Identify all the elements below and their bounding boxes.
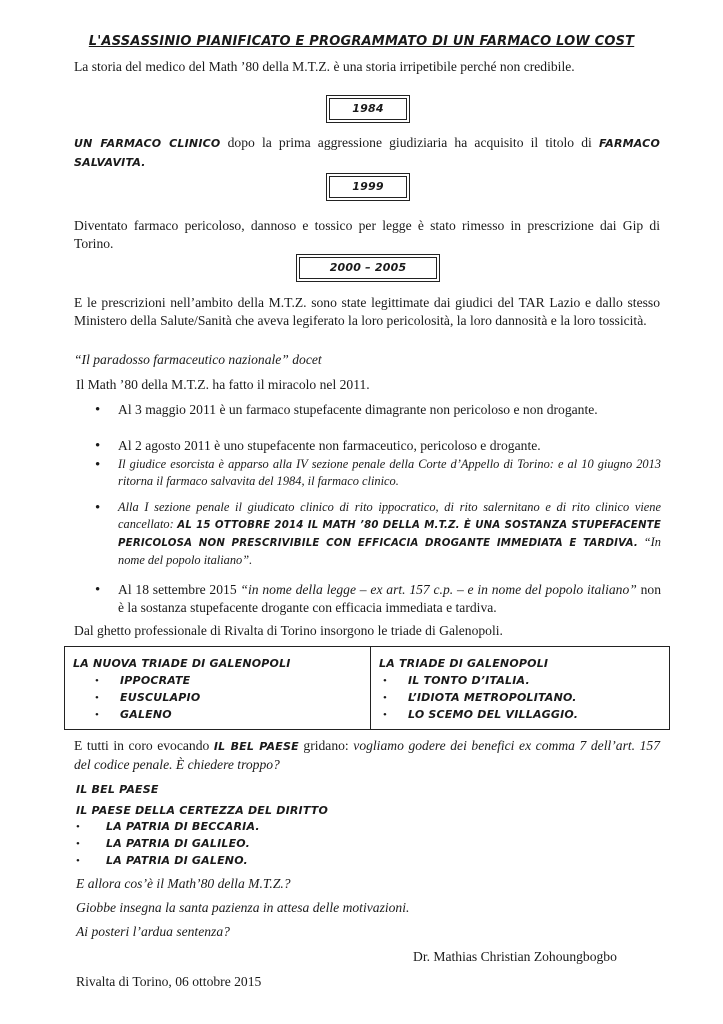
bold-phrase: UN FARMACO CLINICO: [74, 137, 221, 150]
triad-table: [64, 646, 670, 730]
triad-right-column: [371, 647, 669, 729]
bullet-item: Al 3 maggio 2011 è un farmaco stupefacente dimagrante non pericoloso e non drogante.: [118, 402, 598, 417]
paragraph-text: vogliamo godere dei benefici ex comma 7 dell’art. 157 del codice penale. È chiedere troppo?: [74, 738, 661, 772]
triad-heading: LA TRIADE DI GALENOPOLI: [379, 657, 549, 670]
question-line: Giobbe insegna la santa pazienza in attesa delle motivazioni.: [76, 900, 410, 915]
document-title: L'ASSASSINIO PIANIFICATO E PROGRAMMATO DI UN FARMACO LOW COST: [88, 34, 635, 49]
paragraph-text: gridano:: [298, 738, 354, 753]
miracle-sentence: Il Math ’80 della M.T.Z. ha fatto il miracolo nel 2011.: [76, 377, 370, 392]
triad-item: IL TONTO D’ITALIA.: [408, 674, 530, 687]
ghetto-sentence: Dal ghetto professionale di Rivalta di Torino insorgono le triade di Galenopoli.: [74, 623, 503, 638]
bold-phrase: IL BEL PAESE: [213, 740, 299, 753]
year-box-2000-2005: [296, 254, 440, 282]
bullet-icon: •: [76, 821, 80, 833]
intro-paragraph: La storia del medico del Math ’80 della M.T.Z. è una storia irripetibile perché non credibile.: [74, 59, 575, 74]
bullet-icon: •: [383, 675, 387, 687]
bullet-icon: •: [95, 500, 101, 516]
bullet-icon: •: [76, 855, 80, 867]
bullet-icon: •: [95, 438, 101, 454]
bullet-text: non è la sostanza stupefacente drogante con efficacia immediata e tardiva.: [118, 582, 662, 615]
paragraph-text: dopo la prima aggressione giudiziaria ha acquisito il titolo di: [220, 135, 599, 150]
bullet-icon: •: [95, 692, 99, 704]
paradox-quote: “Il paradosso farmaceutico nazionale” docet: [74, 352, 322, 367]
year-label: 1984: [329, 98, 407, 120]
bel-paese-heading: IL BEL PAESE: [76, 783, 159, 796]
place-date: Rivalta di Torino, 06 ottobre 2015: [76, 974, 262, 989]
triad-item: IPPOCRATE: [120, 674, 191, 687]
bullet-item: [118, 499, 661, 569]
patria-item: LA PATRIA DI GALENO.: [106, 854, 248, 867]
bullet-text: Al 18 settembre 2015: [118, 582, 241, 597]
patria-item: LA PATRIA DI BECCARIA.: [106, 820, 260, 833]
certezza-heading: IL PAESE DELLA CERTEZZA DEL DIRITTO: [76, 804, 329, 817]
bold-phrase: AL 15 OTTOBRE 2014 IL MATH ’80 DELLA M.T.Z. È UNA SOSTANZA STUPEFACENTE PERICOLOSA NON PRESCRIVIBILE CON EFFICACIA DROGANTE IMMEDIATA E TARDIVA.: [118, 520, 661, 549]
triad-left-column: [65, 647, 371, 729]
year-box-1984: [326, 95, 410, 123]
bullet-icon: •: [95, 675, 99, 687]
triad-item: GALENO: [120, 708, 172, 721]
patria-item: LA PATRIA DI GALILEO.: [106, 837, 250, 850]
triad-item: EUSCULAPIO: [120, 691, 201, 704]
signature: Dr. Mathias Christian Zohoungbogbo: [413, 949, 617, 964]
question-line: Ai posteri l’ardua sentenza?: [76, 924, 230, 939]
bullet-item: Il giudice esorcista è apparso alla IV sezione penale della Corte d’Appello di Torino: e al 10 giugno 2013 ritorna il farmaco salvavita del 1984, il farmaco clinico.: [118, 457, 661, 488]
triad-item: L’IDIOTA METROPOLITANO.: [408, 691, 577, 704]
bullet-text: “In nome del popolo italiano”.: [118, 535, 662, 567]
tar-paragraph: E le prescrizioni nell’ambito della M.T.Z. sono state legittimate dai giudici del TAR Lazio e dallo stesso Ministero della Salute/Sanità che aveva legiferato la loro pericolosità, la loro dannosità e la loro tossicità.: [74, 295, 660, 328]
triad-item: LO SCEMO DEL VILLAGGIO.: [408, 708, 579, 721]
bullet-icon: •: [383, 709, 387, 721]
year-label: 2000 – 2005: [299, 257, 437, 279]
year-box-1999: [326, 173, 410, 201]
bullet-icon: •: [383, 692, 387, 704]
bullet-text: Alla I sezione penale il giudicato clinico di rito ippocratico, di rito salernitano e di rito clinico viene cancellato:: [118, 500, 661, 531]
year-label: 1999: [329, 176, 407, 198]
bullet-icon: •: [95, 402, 101, 418]
bold-phrase: FARMACO SALVAVITA.: [74, 137, 661, 169]
bullet-icon: •: [76, 838, 80, 850]
farmaco-paragraph: [74, 134, 660, 172]
bullet-icon: •: [95, 457, 101, 473]
bullet-item: Al 2 agosto 2011 è uno stupefacente non farmaceutico, pericoloso e drogante.: [118, 438, 541, 453]
triad-heading: LA NUOVA TRIADE DI GALENOPOLI: [73, 657, 291, 670]
bullet-item: [118, 581, 661, 617]
paragraph-text: E tutti in coro evocando: [74, 738, 214, 753]
bullet-icon: •: [95, 582, 101, 598]
question-line: E allora cos’è il Math’80 della M.T.Z.?: [76, 876, 291, 891]
bullet-icon: •: [95, 709, 99, 721]
bullet-text: “in nome della legge – ex art. 157 c.p. – e in nome del popolo italiano”: [240, 582, 637, 597]
pericoloso-paragraph: Diventato farmaco pericoloso, dannoso e tossico per legge è stato rimesso in prescrizione dai Gip di Torino.: [74, 218, 660, 251]
coro-paragraph: [74, 737, 660, 774]
